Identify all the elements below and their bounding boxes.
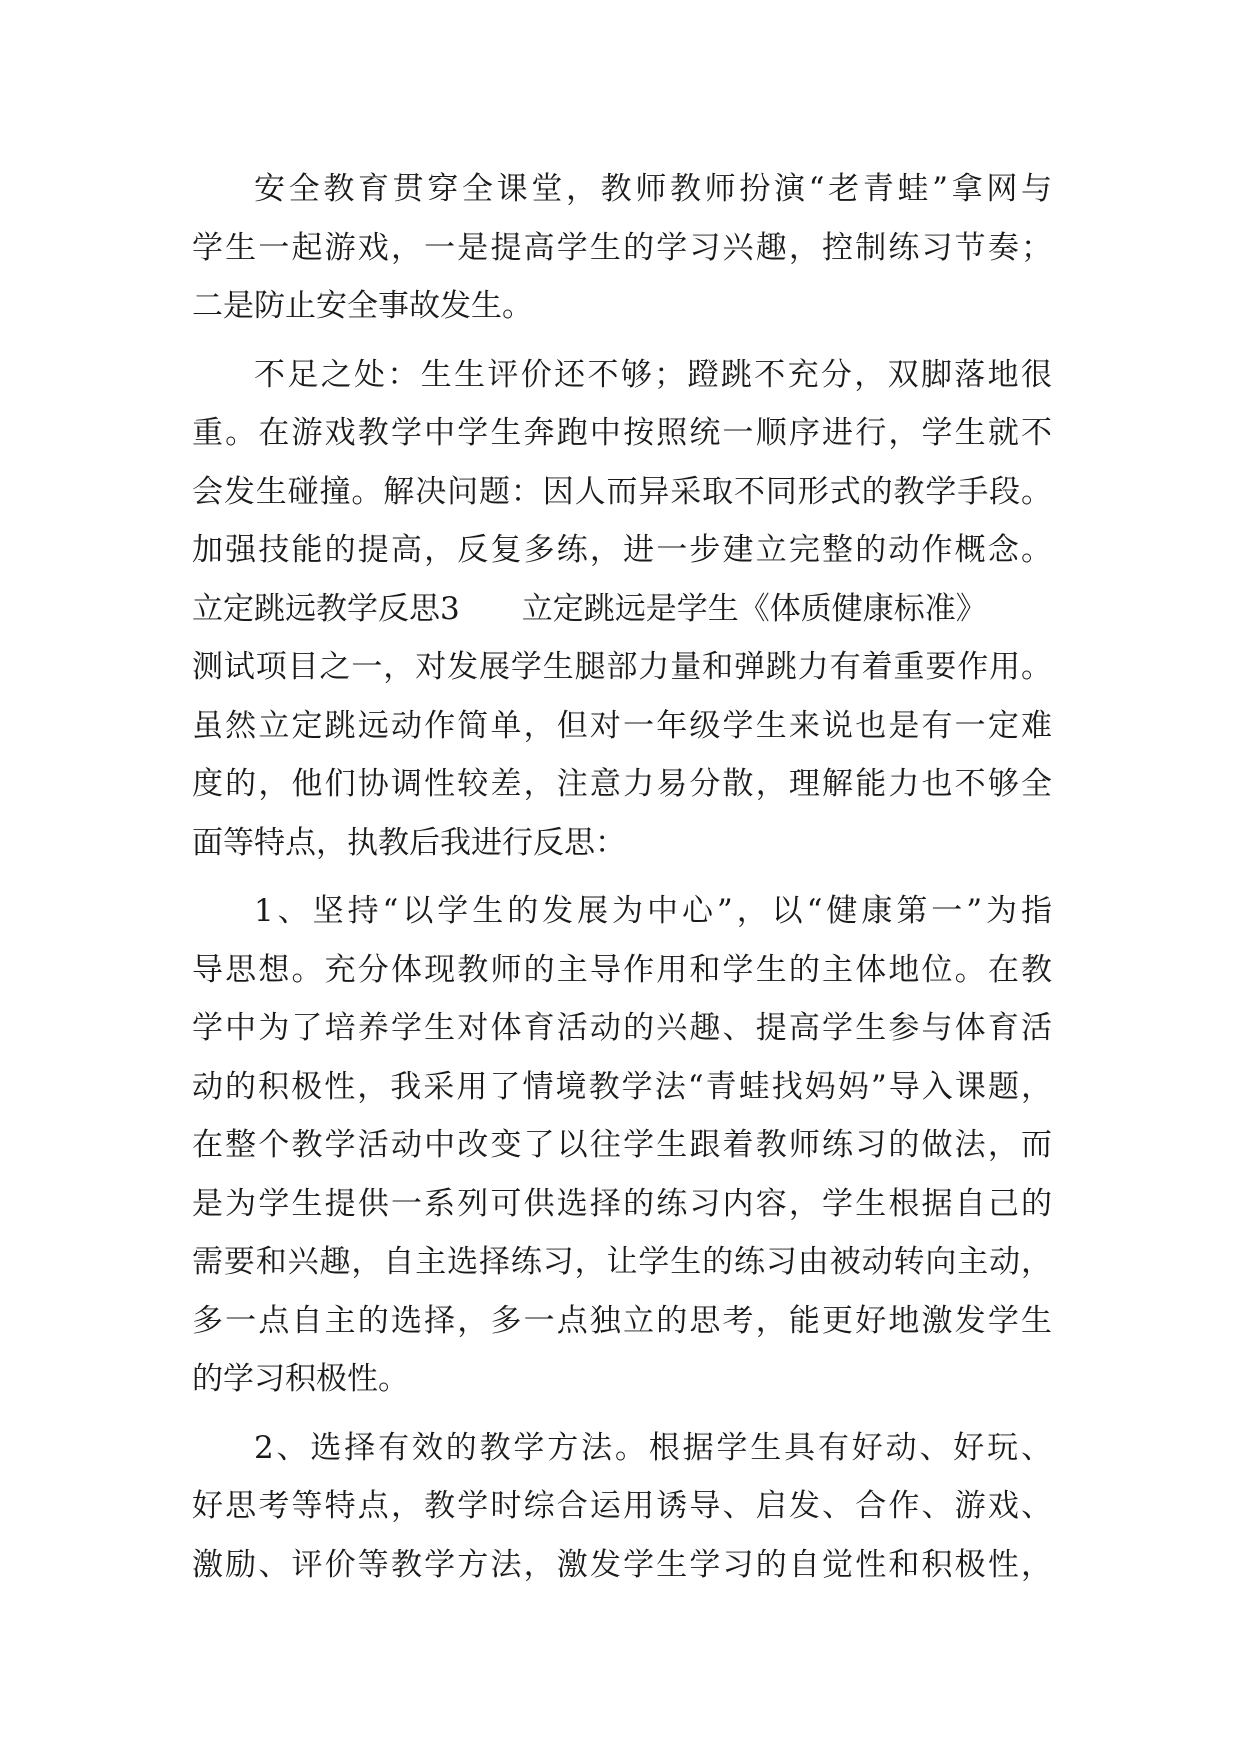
text-line: 是为学生提供一系列可供选择的练习内容，学生根据自己的 bbox=[192, 1185, 1052, 1222]
text-line: 虽然立定跳远动作简单，但对一年级学生来说也是有一定难 bbox=[192, 707, 1052, 744]
text-line: 2、选择有效的教学方法。根据学生具有好动、好玩、 bbox=[254, 1429, 1052, 1466]
text-line: 的学习积极性。 bbox=[192, 1361, 409, 1397]
text-line: 加强技能的提高，反复多练，进一步建立完整的动作概念。 bbox=[192, 532, 1052, 568]
text-line: 安全教育贯穿全课堂，教师教师扮演“老青蛙”拿网与 bbox=[254, 171, 1052, 207]
text-line: 度的，他们协调性较差，注意力易分散，理解能力也不够全 bbox=[192, 766, 1052, 802]
text-line: 好思考等特点，教学时综合运用诱导、启发、合作、游戏、 bbox=[192, 1488, 1052, 1524]
text-line: 激励、评价等教学方法，激发学生学习的自觉性和积极性， bbox=[192, 1546, 1052, 1583]
text-line: 动的积极性，我采用了情境教学法“青蛙找妈妈”导入课题， bbox=[192, 1068, 1052, 1105]
text-line: 1、坚持“以学生的发展为中心”，以“健康第一”为指 bbox=[254, 893, 1052, 929]
text-line: 立定跳远教学反思3 立定跳远是学生《体质健康标准》 bbox=[192, 590, 987, 627]
body-text bbox=[192, 160, 1052, 1594]
text-line: 在整个教学活动中改变了以往学生跟着教师练习的做法，而 bbox=[192, 1127, 1052, 1163]
text-line: 面等特点，执教后我进行反思： bbox=[192, 824, 626, 861]
text-line: 测试项目之一，对发展学生腿部力量和弹跳力有着重要作用。 bbox=[192, 649, 1052, 685]
text-line: 学中为了培养学生对体育活动的兴趣、提高学生参与体育活 bbox=[192, 1010, 1052, 1046]
text-line: 学生一起游戏，一是提高学生的学习兴趣，控制练习节奏； bbox=[192, 229, 1052, 266]
text-line: 导思想。充分体现教师的主导作用和学生的主体地位。在教 bbox=[192, 951, 1052, 988]
text-line: 多一点自主的选择，多一点独立的思考，能更好地激发学生 bbox=[192, 1302, 1052, 1339]
text-line: 需要和兴趣，自主选择练习，让学生的练习由被动转向主动， bbox=[192, 1244, 1052, 1280]
text-line: 二是防止安全事故发生。 bbox=[192, 288, 533, 324]
text-line: 重。在游戏教学中学生奔跑中按照统一顺序进行，学生就不 bbox=[192, 415, 1052, 451]
text-line: 不足之处：生生评价还不够；蹬跳不充分，双脚落地很 bbox=[254, 356, 1052, 393]
text-line: 会发生碰撞。解决问题：因人而异采取不同形式的教学手段。 bbox=[192, 473, 1052, 510]
